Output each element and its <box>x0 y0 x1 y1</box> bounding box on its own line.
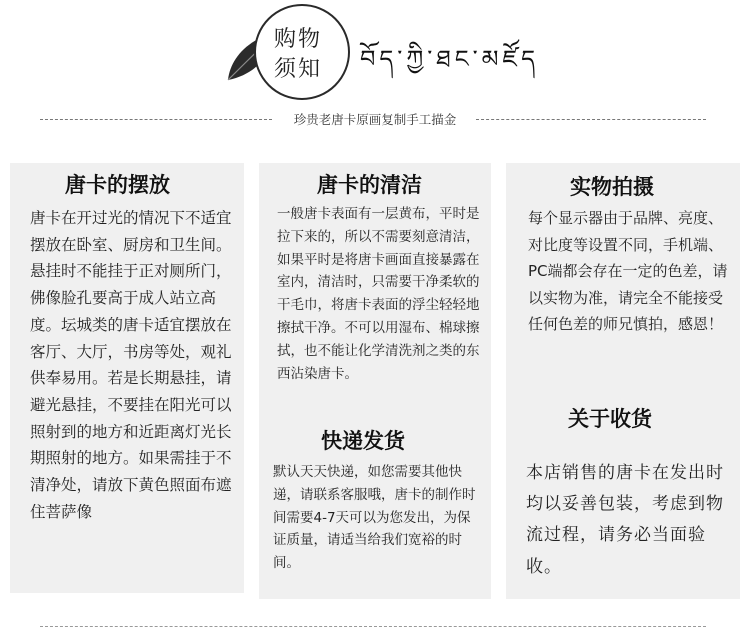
page-title-line2: 须知 <box>274 57 323 82</box>
card-placement <box>10 163 244 593</box>
header <box>0 0 750 127</box>
card-photos-receiving <box>506 163 740 599</box>
receiving-title: 关于收货 <box>568 406 652 431</box>
divider-left <box>40 119 272 120</box>
shipping-body: 默认天天快递，如您需要其他快递，请联系客服哦，唐卡的制作时间需要4-7天可以为您发出，为保证质量，请适当给我们宽裕的时间。 <box>273 464 476 572</box>
shipping-title: 快递发货 <box>321 428 405 453</box>
bottom-divider <box>40 626 706 627</box>
cleaning-title: 唐卡的清洁 <box>317 172 422 197</box>
tibetan-title: བོད་ཀྱི་ཐང་མཛོད <box>360 45 540 73</box>
receiving-body: 本店销售的唐卡在发出时均以妥善包装，考虑到物流过程，请务必当面验收。 <box>526 463 724 577</box>
photos-body: 每个显示器由于品牌、亮度、对比度等设置不同，手机端、PC端都会存在一定的色差，请以实物为准，请完全不能接受任何色差的师兄慎拍，感恩！ <box>528 209 728 334</box>
placement-title: 唐卡的摆放 <box>65 172 170 197</box>
page-title-line1: 购物 <box>274 27 323 52</box>
card-cleaning-shipping <box>259 163 491 599</box>
photos-title: 实物拍摄 <box>570 174 654 199</box>
cleaning-body: 一般唐卡表面有一层黄布，平时是拉下来的，所以不需要刻意清洁，如果平时是将唐卡画面直接暴露在室内，清洁时，只需要干净柔软的干毛巾，将唐卡表面的浮尘轻轻地擦拭干净。不可以用湿布、棉球擦拭，也不能让化学清洗剂之类的东西沾染唐卡。 <box>277 206 480 382</box>
subtitle: 珍贵老唐卡原画复制手工描金 <box>293 112 457 127</box>
divider-right <box>476 119 706 120</box>
placement-body: 唐卡在开过光的情况下不适宜摆放在卧室、厨房和卫生间。悬挂时不能挂于正对厕所门，佛像脸孔要高于成人站立高度。坛城类的唐卡适宜摆放在客厅、大厅，书房等处，观礼供奉易用。若是长期悬挂，请避光悬挂，不要挂在阳光可以照射到的地方和近距离灯光长期照射的地方。如果需挂于不清净处，请放下黄色照面布遮住菩萨像 <box>30 209 232 521</box>
